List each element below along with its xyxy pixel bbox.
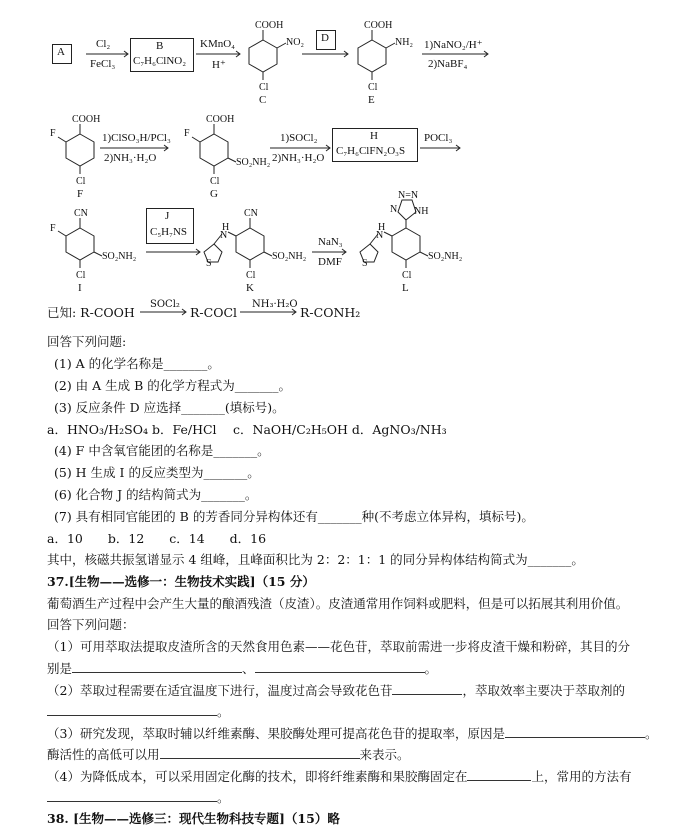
q37-sub-2a: （2）萃取过程需要在适宜温度下进行，温度过高会导致花色苷 — [47, 683, 393, 698]
reagent-socl2: 1)SOCl₂ — [280, 132, 318, 144]
answer-blank-6 — [160, 746, 360, 759]
reagent-nano2: 1)NaNO₂/H⁺ — [424, 39, 483, 51]
svg-text:NH: NH — [414, 206, 429, 217]
question-3: (3) 反应条件 D 应选择_______(填标号)。 — [54, 400, 285, 415]
compound-i-label: I — [78, 282, 82, 294]
svg-text:Cl: Cl — [210, 176, 220, 187]
reagent-clso3h: 1)ClSO₃H/PCl₃ — [102, 132, 171, 144]
q37-sub-2-line — [47, 682, 625, 699]
q37-title: 37.[生物——选修一：生物技术实践]（15 分） — [47, 574, 315, 589]
compound-e-label: E — [368, 94, 375, 106]
answer-blank-7 — [467, 768, 531, 781]
answer-blank-8 — [47, 789, 217, 802]
svg-text:Cl: Cl — [76, 270, 86, 281]
reagent-cl2: Cl₂ — [96, 38, 111, 50]
svg-text:COOH: COOH — [206, 114, 235, 125]
question-4: (4) F 中含氧官能团的名称是_______。 — [54, 443, 270, 458]
svg-text:Cl: Cl — [246, 270, 256, 281]
q37-sub-4b: 上，常用的方法有 — [531, 769, 632, 784]
condition-d-label: D — [321, 32, 329, 44]
svg-text:SO₂NH₂: SO₂NH₂ — [236, 157, 271, 168]
svg-text:Cl: Cl — [76, 176, 86, 187]
reagent-nan3: NaN₃ — [318, 236, 343, 248]
q37-sub-3b: 酶活性的高低可以用 — [47, 747, 160, 762]
svg-text:S: S — [362, 258, 368, 269]
answer-blank-3 — [392, 682, 462, 695]
compound-b-formula: C₇H₆ClNO₂ — [133, 55, 187, 67]
compound-g-label: G — [210, 188, 218, 200]
svg-text:N: N — [390, 204, 398, 215]
svg-text:Cl: Cl — [368, 82, 378, 93]
svg-text:Cl: Cl — [402, 270, 412, 281]
reagent-fecl3: FeCl₃ — [90, 58, 116, 70]
reagent-pocl3: POCl₃ — [424, 132, 453, 144]
svg-text:F: F — [50, 223, 56, 234]
reagent-nh3-2: 2)NH₃·H₂O — [272, 152, 325, 164]
svg-text:H: H — [378, 222, 386, 233]
q37-sub-4c-line: 。 — [47, 789, 230, 806]
svg-text:CN: CN — [74, 208, 88, 219]
q37-sub-3-line: （3）研究发现，萃取时辅以纤维素酶、果胶酶处理可提高花色苷的提取率，原因是 。 — [47, 726, 658, 741]
compound-j-label: J — [165, 210, 170, 222]
question-1: (1) A 的化学名称是_______。 — [54, 356, 220, 371]
compound-j-formula: C₅H₇NS — [150, 226, 188, 238]
svg-text:N: N — [220, 230, 228, 241]
questions-intro: 回答下列问题: — [47, 334, 127, 349]
svg-text:F: F — [184, 128, 190, 139]
svg-text:COOH: COOH — [72, 114, 101, 125]
question-7-tail: 其中，核磁共振氢谱显示 4 组峰，且峰面积比为 2：2：1：1 的同分异构体结构简式为_______。 — [47, 552, 584, 567]
question-7-options: a．10 b．12 c．14 d．16 — [47, 531, 267, 546]
known-end: R-CONH₂ — [300, 305, 361, 320]
known-arrow2-label: NH₃·H₂O — [252, 299, 298, 310]
q37-sub-1b: 别是 — [47, 661, 73, 676]
q37-sub-4a: （4）为降低成本，可以采用固定化酶的技术，即将纤维素酶和果胶酶固定在 — [47, 769, 468, 784]
answer-blank-4 — [47, 703, 217, 716]
svg-text:SO₂NH₂: SO₂NH₂ — [102, 251, 137, 262]
svg-text:F: F — [50, 128, 56, 139]
compound-f-label: F — [77, 188, 84, 200]
q37-sub-2c-line: 。 — [47, 703, 230, 720]
q37-sub-3c: 来表示。 — [359, 747, 410, 762]
known-arrow1-label: SOCl₂ — [150, 299, 180, 310]
svg-text:NH₂: NH₂ — [395, 37, 413, 48]
compound-c-label: C — [259, 94, 267, 106]
svg-text:COOH: COOH — [255, 20, 284, 31]
q37-paragraph-2: 回答下列问题： — [47, 617, 135, 632]
svg-text:CN: CN — [244, 208, 258, 219]
svg-text:N: N — [376, 230, 384, 241]
svg-text:S: S — [206, 258, 212, 269]
svg-text:Cl: Cl — [259, 82, 269, 93]
q37-sub-3b-line — [47, 746, 410, 763]
reagent-h-plus: H⁺ — [212, 59, 226, 71]
reagent-dmf: DMF — [318, 256, 342, 268]
svg-text:N=N: N=N — [398, 190, 419, 201]
q37-sub-1b-line: 别是 、 。 — [47, 661, 438, 676]
compound-h-formula: C₇H₆ClFN₂O₃S — [336, 145, 406, 157]
reagent-nh3-1: 2)NH₃·H₂O — [104, 152, 157, 164]
known-prefix: 已知: R-COOH — [47, 305, 135, 320]
compound-h-label: H — [370, 130, 378, 142]
question-6: (6) 化合物 J 的结构简式为_______。 — [54, 487, 258, 502]
compound-a-label: A — [57, 46, 65, 58]
question-2: (2) 由 A 生成 B 的化学方程式为_______。 — [54, 378, 292, 393]
q37-paragraph-1: 葡萄酒生产过程中会产生大量的酿酒残渣（皮渣）。皮渣通常用作饲料或肥料，但是可以拓展其利用价值。 — [47, 596, 629, 611]
svg-text:H: H — [222, 222, 230, 233]
svg-text:NO₂: NO₂ — [286, 37, 304, 48]
q37-sub-3a: （3）研究发现，萃取时辅以纤维素酶、果胶酶处理可提高花色苷的提取率，原因是 — [47, 726, 505, 741]
question-3-options: a．HNO₃/H₂SO₄ b．Fe/HCl c．NaOH/C₂H₅OH d．AgNO₃/NH₃ — [47, 422, 447, 437]
svg-text:SO₂NH₂: SO₂NH₂ — [428, 251, 463, 262]
known-mid: R-COCl — [190, 305, 238, 320]
compound-b-label: B — [156, 40, 164, 52]
q37-sub-1a: （1）可用萃取法提取皮渣所含的天然食用色素——花色苷，萃取前需进一步将皮渣干燥和粉碎，其目的分 — [47, 639, 630, 654]
q37-sub-4-line — [47, 768, 631, 785]
compound-k-label: K — [246, 282, 254, 294]
svg-text:SO₂NH₂: SO₂NH₂ — [272, 251, 307, 262]
answer-blank-5 — [505, 725, 645, 738]
q37-sub-2b: ，萃取效率主要决于萃取剂的 — [462, 683, 625, 698]
reagent-kmno4: KMnO₄ — [200, 38, 236, 50]
question-5: (5) H 生成 I 的反应类型为_______。 — [54, 465, 260, 480]
answer-blank-1 — [72, 660, 242, 673]
answer-blank-2 — [255, 660, 425, 673]
reagent-nabf4: 2)NaBF₄ — [428, 58, 468, 70]
compound-l-label: L — [402, 282, 409, 294]
q38-title: 38. [生物——选修三：现代生物科技专题]（15）略 — [47, 811, 340, 826]
svg-text:COOH: COOH — [364, 20, 393, 31]
question-7: (7) 具有相同官能团的 B 的芳香同分异构体还有_______种(不考虑立体异构，填标号)。 — [54, 509, 534, 524]
